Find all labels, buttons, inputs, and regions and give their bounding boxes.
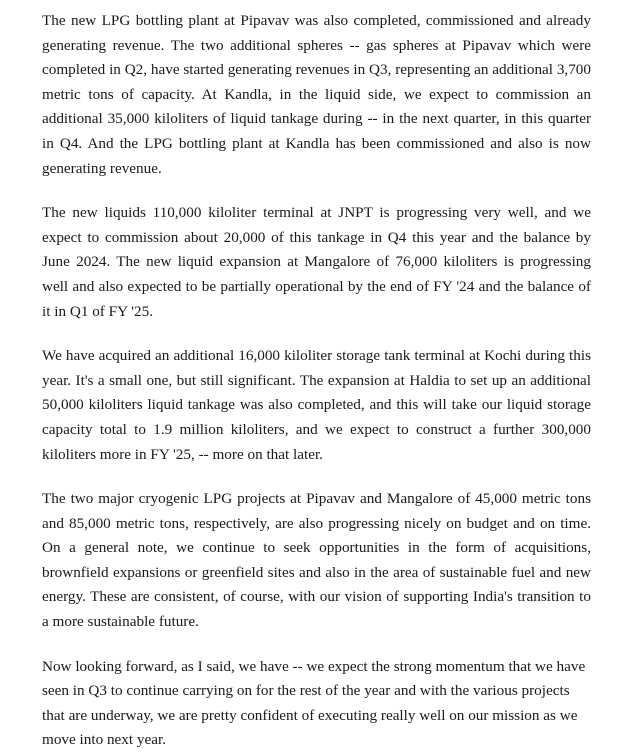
paragraph-outlook: Now looking forward, as I said, we have -- we expect the strong momentum that we have seen in Q3 to continue carrying on for the rest of the year and with the various projects that are underway, we are pretty confident of executing really well on our mission as we move into next year.: [42, 657, 586, 749]
paragraph-jnpt-terminal: The new liquids 110,000 kiloliter terminal at JNPT is progressing very well, and we expect to commission about 20,000 of this tankage in Q4 this year and the balance by June 2024. The new liquid expansion at Mangalore of 76,000 kiloliters is progressing well and also expected to be partially operational by the end of FY '24 and the balance of it in Q1 of FY '25.: [42, 204, 591, 320]
paragraph-lpg-bottling-plant: The new LPG bottling plant at Pipavav was also completed, commissioned and already generating revenue. The two additional spheres -- gas spheres at Pipavav which were completed in Q2, have started generating revenues in Q3, representing an additional 3,700 metric tons of capacity. At Kandla, in the liquid side, we expect to commission an additional 35,000 kiloliters of liquid tankage during -- in the next quarter, in this quarter in Q4. And the LPG bottling plant at Kandla has been commissioned and also is now generating revenue.: [42, 12, 591, 177]
paragraph-cryogenic-projects: The two major cryogenic LPG projects at Pipavav and Mangalore of 45,000 metric tons and 85,000 metric tons, respectively, are also progressing nicely on budget and on time. On a general note, we continue to seek opportunities in the form of acquisitions, brownfield expansions or greenfield sites and also in the area of sustainable fuel and new energy. These are consistent, of course, with our vision of supporting India's transition to a more sustainable future.: [42, 490, 591, 631]
paragraph-kochi-acquisition: We have acquired an additional 16,000 kiloliter storage tank terminal at Kochi during this year. It's a small one, but still significant. The expansion at Haldia to set up an additional 50,000 kiloliters liquid tankage was also completed, and this will take our liquid storage capacity total to 1.9 million kiloliters, and we expect to construct a further 300,000 kiloliters more in FY '25, -- more on that later.: [42, 347, 591, 463]
